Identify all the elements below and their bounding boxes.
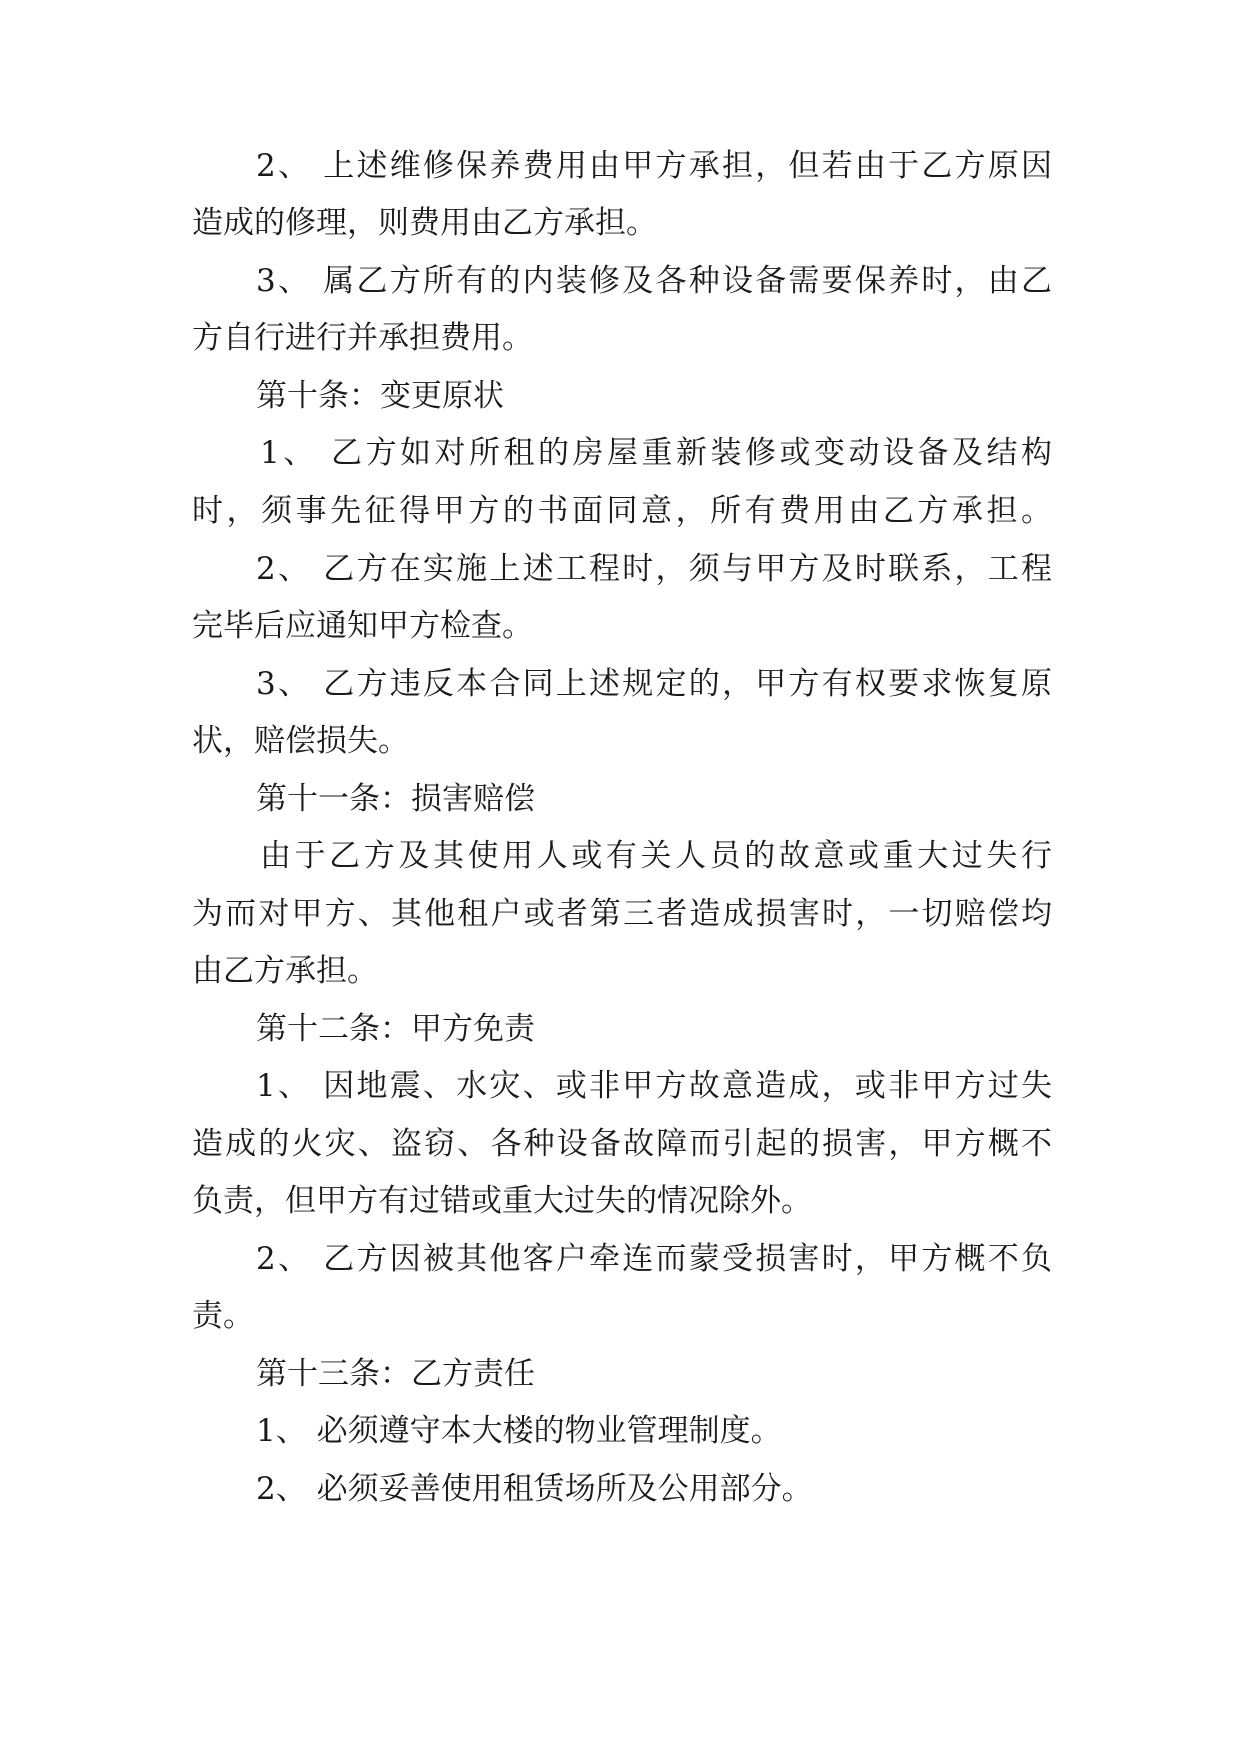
section-heading: 第十条：变更原状 (256, 378, 504, 414)
paragraph-line: 方自行进行并承担费用。 (192, 320, 533, 356)
paragraph-line: 1、 必须遵守本大楼的物业管理制度。 (256, 1413, 782, 1449)
paragraph-line: 责。 (192, 1298, 254, 1334)
paragraph-line: 时，须事先征得甲方的书面同意，所有费用由乙方承担。 (192, 493, 1052, 529)
section-heading: 第十二条：甲方免责 (256, 1011, 535, 1047)
paragraph-line: 2、 乙方在实施上述工程时，须与甲方及时联系，工程 (256, 551, 1052, 587)
paragraph-line: 1、 乙方如对所租的房屋重新装修或变动设备及结构 (260, 435, 1052, 471)
paragraph-line: 2、 乙方因被其他客户牵连而蒙受损害时，甲方概不负 (256, 1241, 1052, 1277)
paragraph-line: 2、 必须妥善使用租赁场所及公用部分。 (256, 1471, 813, 1507)
paragraph-line: 完毕后应通知甲方检查。 (192, 608, 533, 644)
paragraph-line: 3、 属乙方所有的内装修及各种设备需要保养时，由乙 (256, 263, 1052, 299)
section-heading: 第十三条：乙方责任 (256, 1356, 535, 1392)
paragraph-line: 2、 上述维修保养费用由甲方承担，但若由于乙方原因 (256, 148, 1052, 184)
paragraph-line: 状，赔偿损失。 (192, 723, 409, 759)
paragraph-line: 负责，但甲方有过错或重大过失的情况除外。 (192, 1183, 812, 1219)
paragraph-line: 3、 乙方违反本合同上述规定的，甲方有权要求恢复原 (256, 666, 1052, 702)
paragraph-line: 1、 因地震、水灾、或非甲方故意造成，或非甲方过失 (256, 1068, 1052, 1104)
paragraph-line: 由乙方承担。 (192, 953, 378, 989)
paragraph-line: 为而对甲方、其他租户或者第三者造成损害时，一切赔偿均 (192, 896, 1052, 932)
paragraph-line: 由于乙方及其使用人或有关人员的故意或重大过失行 (260, 838, 1052, 874)
section-heading: 第十一条：损害赔偿 (256, 781, 535, 817)
paragraph-line: 造成的火灾、盗窃、各种设备故障而引起的损害，甲方概不 (192, 1126, 1052, 1162)
paragraph-line: 造成的修理，则费用由乙方承担。 (192, 205, 657, 241)
